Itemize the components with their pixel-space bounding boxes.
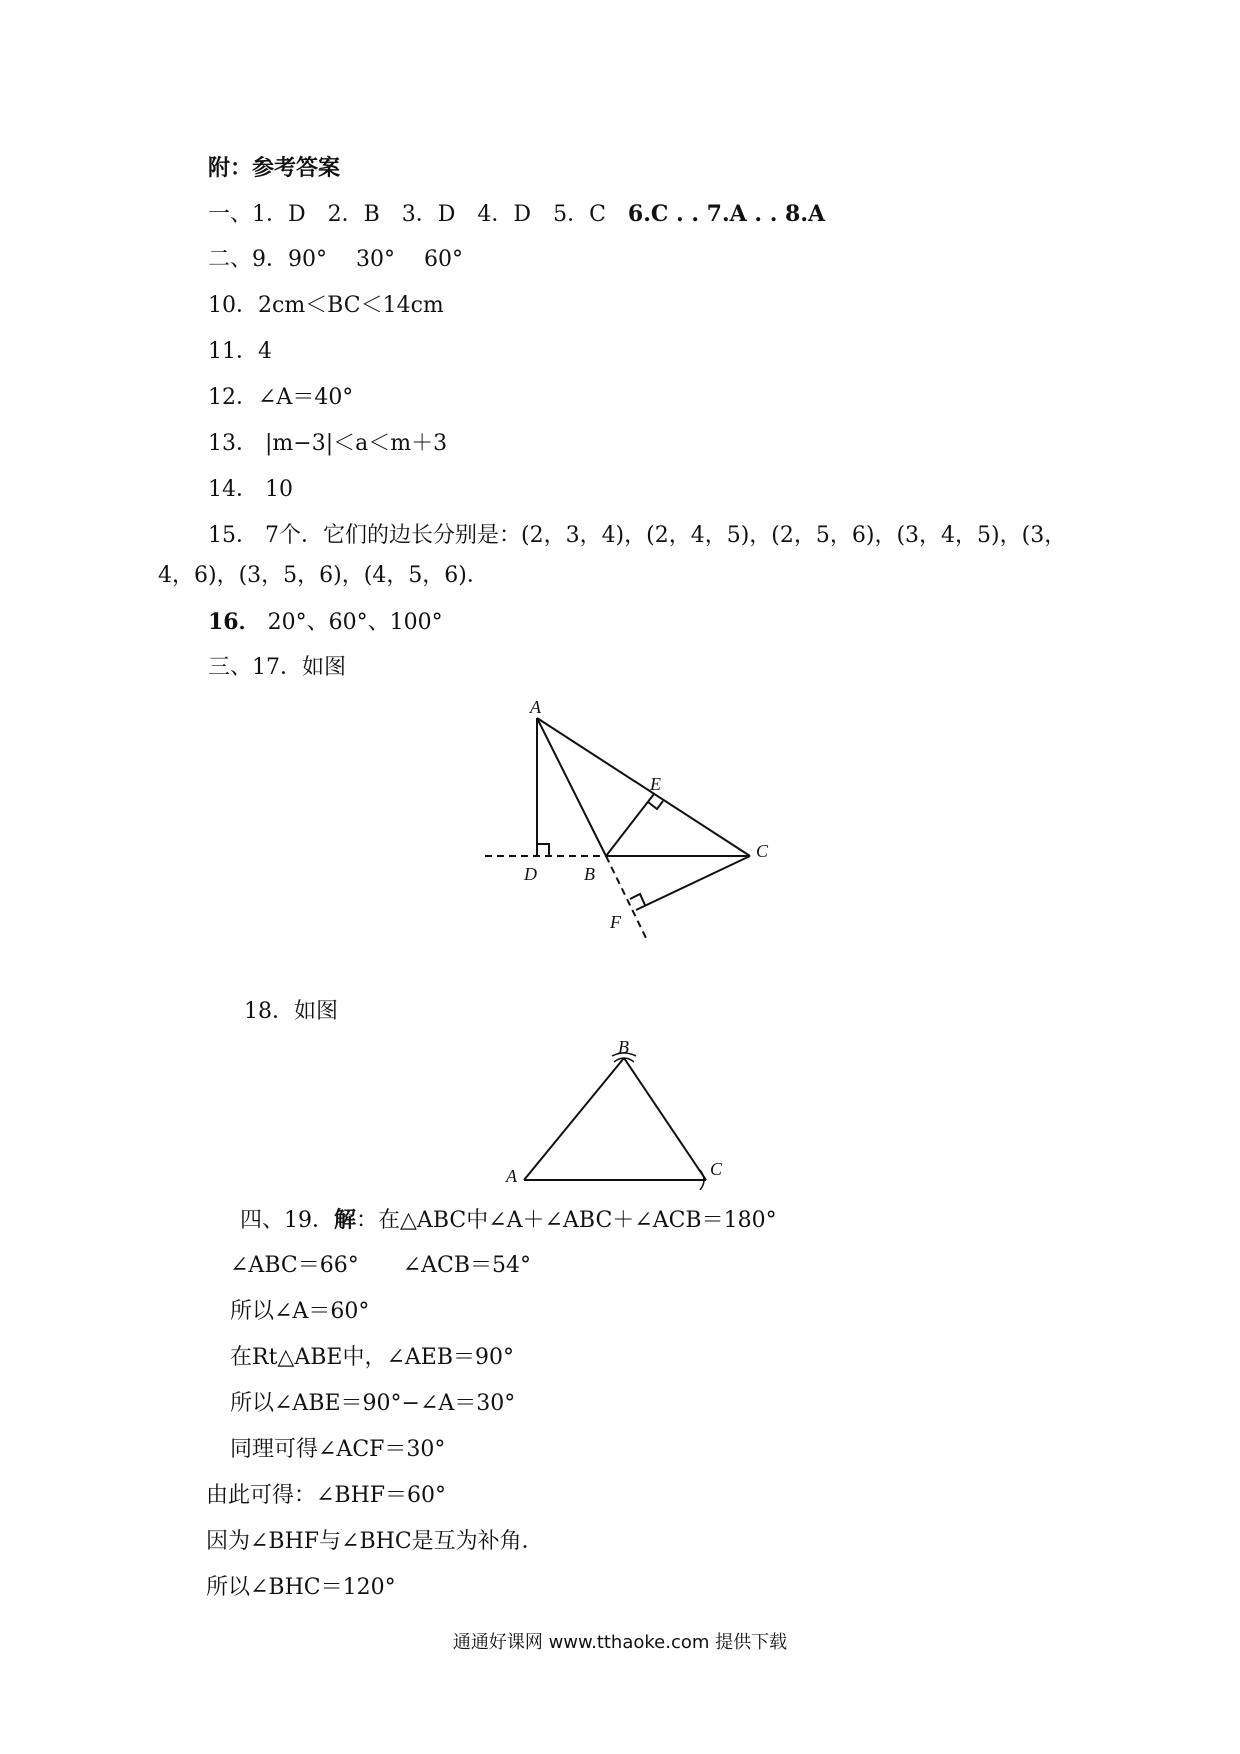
answer-q19-line-2: ∠ABC＝66° ∠ACB＝54° <box>230 1253 532 1278</box>
side-ab <box>524 1058 624 1180</box>
answer-q19-line-8: 因为∠BHF与∠BHC是互为补角． <box>206 1529 544 1554</box>
segment-ab <box>537 718 606 856</box>
label-d: D <box>524 864 537 884</box>
answer-q11: 11．4 <box>208 339 272 364</box>
right-angle-e <box>648 801 663 809</box>
answer-q17: 三、17．如图 <box>208 655 346 680</box>
section-1-answers-bold: 6.C . . 7.A . . 8.A <box>627 201 826 227</box>
q19-equation: ：在△ABC中∠A＋∠ABC＋∠ACB＝180° <box>356 1208 777 1233</box>
q16-number: 16． <box>208 609 261 635</box>
answer-q9: 二、9．90° 30° 60° <box>208 247 463 272</box>
side-bc <box>624 1058 706 1180</box>
answer-q15-line-1: 15． 7个．它们的边长分别是：(2，3，4)，(2，4，5)，(2，5，6)，(3，4，5)，(3， <box>208 523 1067 548</box>
label-c: C <box>756 841 769 861</box>
label-b: B <box>618 1037 629 1057</box>
altitude-be <box>606 794 654 856</box>
answer-q19-line-9: 所以∠BHC＝120° <box>206 1575 396 1600</box>
answer-q10: 10．2cm＜BC＜14cm <box>208 293 444 318</box>
arc-mark-b-2 <box>614 1058 634 1062</box>
label-a: A <box>506 1166 517 1186</box>
answer-q19-line-1 <box>240 1206 777 1235</box>
page-footer: 通通好课网 www.tthaoke.com 提供下载 <box>452 1632 788 1653</box>
figure-17 <box>470 690 790 950</box>
q19-prefix: 四、19． <box>240 1208 334 1233</box>
label-e: E <box>650 774 661 794</box>
q19-solve: 解 <box>334 1207 357 1233</box>
answer-q19-line-7: 由此可得：∠BHF＝60° <box>206 1483 447 1508</box>
right-angle-d <box>537 844 549 856</box>
answer-q19-line-6: 同理可得∠ACF＝30° <box>230 1437 446 1462</box>
altitude-cf <box>636 856 750 910</box>
answer-q19-line-3: 所以∠A＝60° <box>230 1299 370 1324</box>
segment-ac <box>537 718 750 856</box>
answer-q15-line-2: 4，6)，(3，5，6)，(4，5，6)． <box>158 563 489 588</box>
answer-q13: 13． |m−3|＜a＜m＋3 <box>208 431 448 456</box>
answer-heading: 附：参考答案 <box>208 155 341 181</box>
q16-text: 20°、60°、100° <box>260 610 443 635</box>
figure-18 <box>500 1030 740 1190</box>
answers-section-1 <box>208 200 825 229</box>
label-b: B <box>584 864 595 884</box>
answer-q14: 14． 10 <box>208 477 293 502</box>
label-a: A <box>530 697 541 717</box>
right-angle-f <box>630 894 645 905</box>
answer-q12: 12．∠A＝40° <box>208 385 354 410</box>
label-f: F <box>610 912 621 932</box>
answer-q19-line-5: 所以∠ABE＝90°−∠A＝30° <box>230 1391 516 1416</box>
answer-q16 <box>208 608 443 637</box>
answer-q18: 18．如图 <box>244 999 338 1024</box>
label-c: C <box>710 1159 723 1179</box>
answer-q19-line-4: 在Rt△ABE中，∠AEB＝90° <box>230 1345 514 1370</box>
section-1-answers: 一、1．D 2．B 3．D 4．D 5．C <box>208 202 628 227</box>
